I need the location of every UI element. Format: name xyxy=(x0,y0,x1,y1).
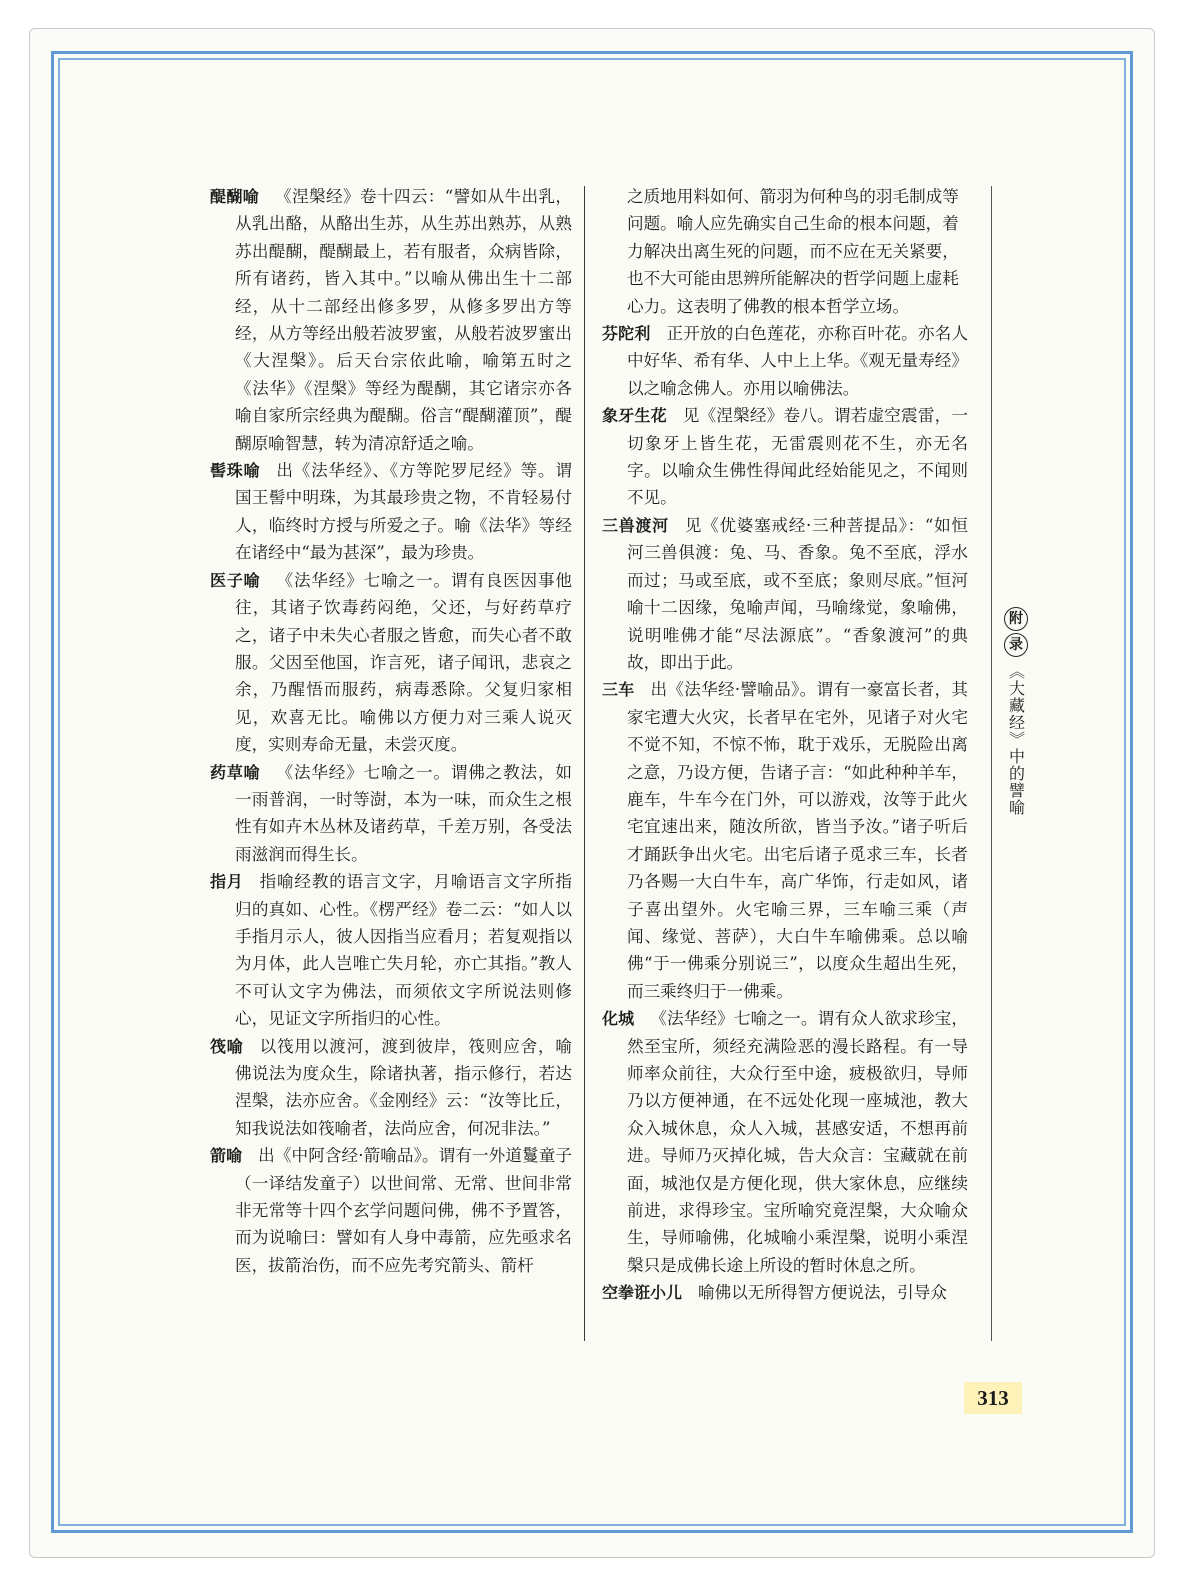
glossary-entry xyxy=(210,183,572,457)
entry-text: 《涅槃经》卷十四云：“譬如从牛出乳，从乳出酪，从酪出生苏，从生苏出熟苏，从熟苏出醍醐，醍醐最上，若有服者，众病皆除，所有诸药，皆入其中。”以喻从佛出生十二部经，从十二部经出修多罗，从修多罗出方等经，从方等经出般若波罗蜜，从般若波罗蜜出《大涅槃》。后天台宗依此喻，喻第五时之《法华》《涅槃》等经为醍醐，其它诸宗亦各喻自家所宗经典为醍醐。俗言“醍醐灌顶”，醍醐原喻智慧，转为清凉舒适之喻。 xyxy=(235,187,572,453)
entry-term: 芬陀利 xyxy=(602,324,651,344)
margin-rule xyxy=(991,186,992,1341)
entry-term: 医子喻 xyxy=(210,570,261,590)
running-title: 《大藏经》中的譬喻 xyxy=(1006,663,1026,816)
side-tab xyxy=(1001,607,1031,816)
entry-term: 象牙生花 xyxy=(602,406,667,426)
appendix-mark-1: 附 xyxy=(1004,607,1028,631)
entry-text: 出《法华经·譬喻品》。谓有一豪富长者，其家宅遭大火灾，长者早在宅外，见诸子对火宅不觉不知，不惊不怖，耽于戏乐，无脱险出离之意，乃设方便，告诸子言：“如此种种羊车，鹿车，牛车今在门外，可以游戏，汝等于此火宅宜速出来，随汝所欲，皆当予汝。”诸子听后才踊跃争出火宅。出宅后诸子觅求三车，长者乃各赐一大白牛车，高广华饰，行走如风，诸子喜出望外。火宅喻三界，三车喻三乘（声闻、缘觉、菩萨），大白牛车喻佛乘。总以喻佛“于一佛乘分别说三”，以度众生超出生死，而三乘终归于一佛乘。 xyxy=(627,680,968,1001)
glossary-entry xyxy=(210,1033,572,1143)
entry-text: 见《涅槃经》卷八。谓若虚空震雷，一切象牙上皆生花，无雷震则花不生，亦无名字。以喻众生佛性得闻此经始能见之，不闻则不见。 xyxy=(627,406,968,508)
page-number: 313 xyxy=(964,1382,1022,1414)
entry-text: 出《法华经》、《方等陀罗尼经》等。谓国王髻中明珠，为其最珍贵之物，不肯轻易付人，临终时方授与所爱之子。喻《法华》等经在诸经中“最为甚深”，最为珍贵。 xyxy=(235,461,572,563)
entry-text: 《法华经》七喻之一。谓有众人欲求珍宝，然至宝所，须经充满险恶的漫长路程。有一导师率众前往，大众行至中途，疲极欲归，导师乃以方便神通，在不远处化现一座城池，教大众入城休息，众人入城，甚感安适，不想再前进。导师乃灭掉化城，告大众言：宝藏就在前面，城池仅是方便化现，供大家休息，应继续前进，求得珍宝。宝所喻究竟涅槃，大众喻众生，导师喻佛，化城喻小乘涅槃，说明小乘涅槃只是成佛长途上所设的暂时休息之所。 xyxy=(627,1009,968,1275)
entry-text: 以筏用以渡河，渡到彼岸，筏则应舍，喻佛说法为度众生，除诸执著，指示修行，若达涅槃，法亦应舍。《金刚经》云：“汝等比丘，知我说法如筏喻者，法尚应舍，何况非法。” xyxy=(235,1036,572,1138)
entry-term: 空拳诳小儿 xyxy=(602,1283,683,1303)
glossary-entry xyxy=(602,402,968,512)
entry-term: 指月 xyxy=(210,872,244,892)
entry-term: 髻珠喻 xyxy=(210,461,261,481)
glossary-entry xyxy=(210,457,572,567)
entry-term: 化城 xyxy=(602,1009,635,1029)
entry-text: 《法华经》七喻之一。谓佛之教法，如一雨普润，一时等澍，本为一味，而众生之根性有如卉木丛林及诸药草，千差万别，各受法雨滋润而得生长。 xyxy=(235,762,572,864)
glossary-entry xyxy=(210,567,572,759)
entry-term: 三兽渡河 xyxy=(602,515,669,535)
entry-text: 喻佛以无所得智方便说法，引导众 xyxy=(698,1283,947,1303)
right-column xyxy=(602,183,968,1307)
glossary-entry xyxy=(602,512,968,676)
entry-term: 箭喻 xyxy=(210,1146,243,1166)
glossary-entry xyxy=(210,1142,572,1279)
entry-term: 醍醐喻 xyxy=(210,187,260,206)
column-divider xyxy=(584,186,585,1341)
glossary-entry xyxy=(210,759,572,869)
entry-term: 药草喻 xyxy=(210,762,261,782)
entry-text: 指喻经教的语言文字，月喻语言文字所指归的真如、心性。《楞严经》卷二云：“如人以手指月示人，彼人因指当应看月；若复观指以为月体，此人岂唯亡失月轮，亦亡其指。”教人不可认文字为佛法，而须依文字所说法则修心，见证文字所指归的心性。 xyxy=(235,872,572,1029)
glossary-entry xyxy=(602,676,968,1005)
entry-text: 见《优婆塞戒经·三种菩提品》：“如恒河三兽俱渡：兔、马、香象。兔不至底，浮水而过；马或至底，或不至底；象则尽底。”恒河喻十二因缘，兔喻声闻，马喻缘觉，象喻佛，说明唯佛才能“尽法源底”。“香象渡河”的典故，即出于此。 xyxy=(627,515,968,672)
entry-text: 出《中阿含经·箭喻品》。谓有一外道鬘童子（一译结发童子）以世间常、无常、世间非常非无常等十四个玄学问题问佛，佛不予置答，而为说喻曰：譬如有人身中毒箭，应先亟求名医，拔箭治伤，而不应先考究箭头、箭杆 xyxy=(235,1146,572,1275)
entry-text: 正开放的白色莲花，亦称百叶花。亦名人中好华、希有华、人中上上华。《观无量寿经》以之喻念佛人。亦用以喻佛法。 xyxy=(627,324,968,398)
entry-text: 《法华经》七喻之一。谓有良医因事他往，其诸子饮毒药闷绝，父还，与好药草疗之，诸子中未失心者服之皆愈，而失心者不敢服。父因至他国，诈言死，诸子闻讯，悲哀之余，乃醒悟而服药，病毒悉除。父复归家相见，欢喜无比。喻佛以方便力对三乘人说灭度，实则寿命无量，未尝灭度。 xyxy=(235,570,572,755)
glossary-entry xyxy=(602,320,968,402)
glossary-entry xyxy=(210,868,572,1032)
entry-term: 三车 xyxy=(602,680,635,700)
continued-paragraph: 之质地用料如何、箭羽为何种鸟的羽毛制成等问题。喻人应先确实自己生命的根本问题，着力解决出离生死的问题，而不应在无关紧要，也不大可能由思辨所能解决的哲学问题上虚耗心力。这表明了佛教的根本哲学立场。 xyxy=(627,187,959,316)
glossary-entry xyxy=(602,1005,968,1279)
left-column xyxy=(210,183,572,1279)
entry-term: 筏喻 xyxy=(210,1036,244,1056)
glossary-entry xyxy=(602,1279,968,1306)
appendix-mark-2: 录 xyxy=(1004,633,1028,657)
